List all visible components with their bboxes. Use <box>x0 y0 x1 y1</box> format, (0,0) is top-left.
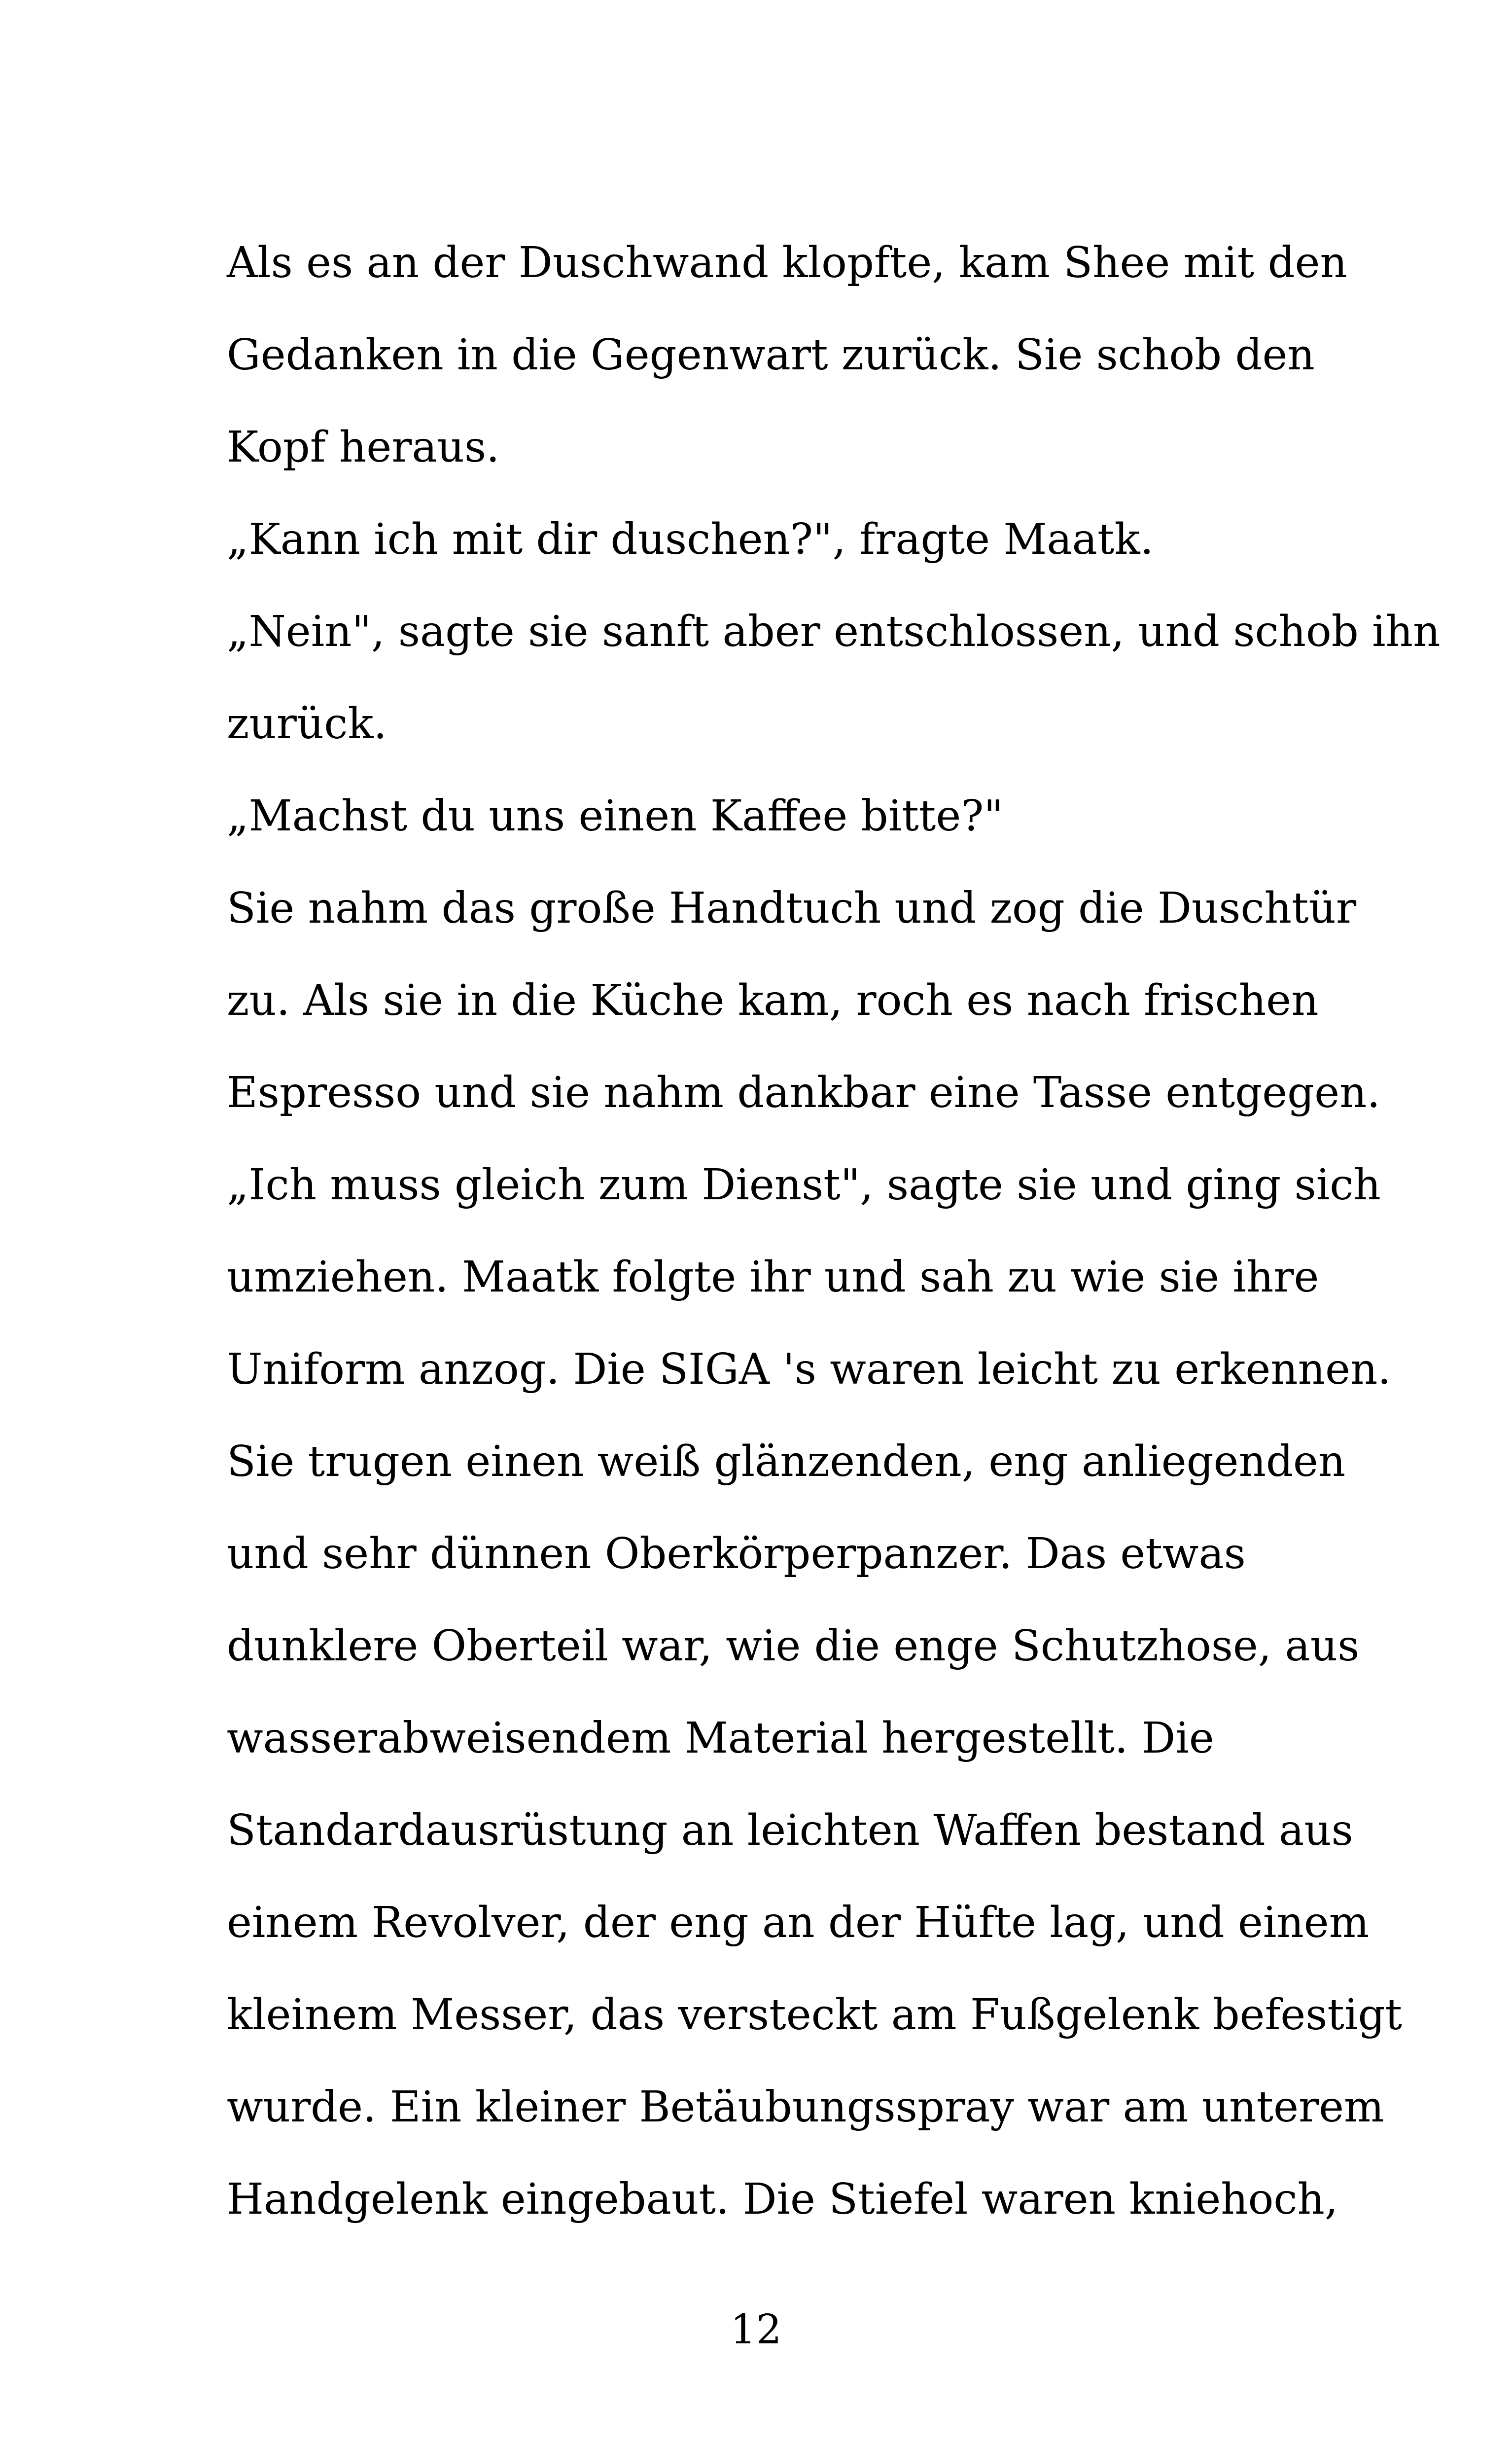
text-line: Als es an der Duschwand klopfte, kam Shee mit den <box>227 238 1347 287</box>
text-line: Uniform anzog. Die SIGA 's waren leicht zu erkennen. <box>227 1345 1391 1394</box>
text-line: „Nein", sagte sie sanft aber entschlossen, und schob ihn <box>227 607 1441 656</box>
text-line: Handgelenk eingebaut. Die Stiefel waren kniehoch, <box>227 2175 1338 2224</box>
page-number: 12 <box>730 2306 782 2353</box>
text-line: Standardausrüstung an leichten Waffen bestand aus <box>227 1806 1353 1855</box>
text-line: „Kann ich mit dir duschen?", fragte Maatk. <box>227 515 1154 564</box>
text-line: Gedanken in die Gegenwart zurück. Sie schob den <box>227 330 1315 380</box>
text-line: dunklere Oberteil war, wie die enge Schutzhose, aus <box>227 1621 1360 1671</box>
text-line: kleinem Messer, das versteckt am Fußgelenk befestigt <box>227 1990 1403 2040</box>
body-text <box>227 217 1441 2246</box>
text-line: umziehen. Maatk folgte ihr und sah zu wie sie ihre <box>227 1253 1319 1302</box>
text-line: Sie nahm das große Handtuch und zog die Duschtür <box>227 884 1357 933</box>
text-line: einem Revolver, der eng an der Hüfte lag, und einem <box>227 1898 1370 1947</box>
text-line: und sehr dünnen Oberkörperpanzer. Das etwas <box>227 1529 1246 1579</box>
text-line: Espresso und sie nahm dankbar eine Tasse entgegen. <box>227 1068 1380 1117</box>
text-line: zurück. <box>227 699 387 749</box>
text-line: Kopf heraus. <box>227 423 500 472</box>
text-line: „Machst du uns einen Kaffee bitte?" <box>227 791 1003 841</box>
text-line: Sie trugen einen weiß glänzenden, eng anliegenden <box>227 1437 1346 1486</box>
text-line: „Ich muss gleich zum Dienst", sagte sie und ging sich <box>227 1160 1381 1210</box>
text-line: wurde. Ein kleiner Betäubungsspray war am unterem <box>227 2082 1384 2132</box>
text-line: zu. Als sie in die Küche kam, roch es nach frischen <box>227 976 1319 1025</box>
text-line: wasserabweisendem Material hergestellt. Die <box>227 1714 1214 1763</box>
